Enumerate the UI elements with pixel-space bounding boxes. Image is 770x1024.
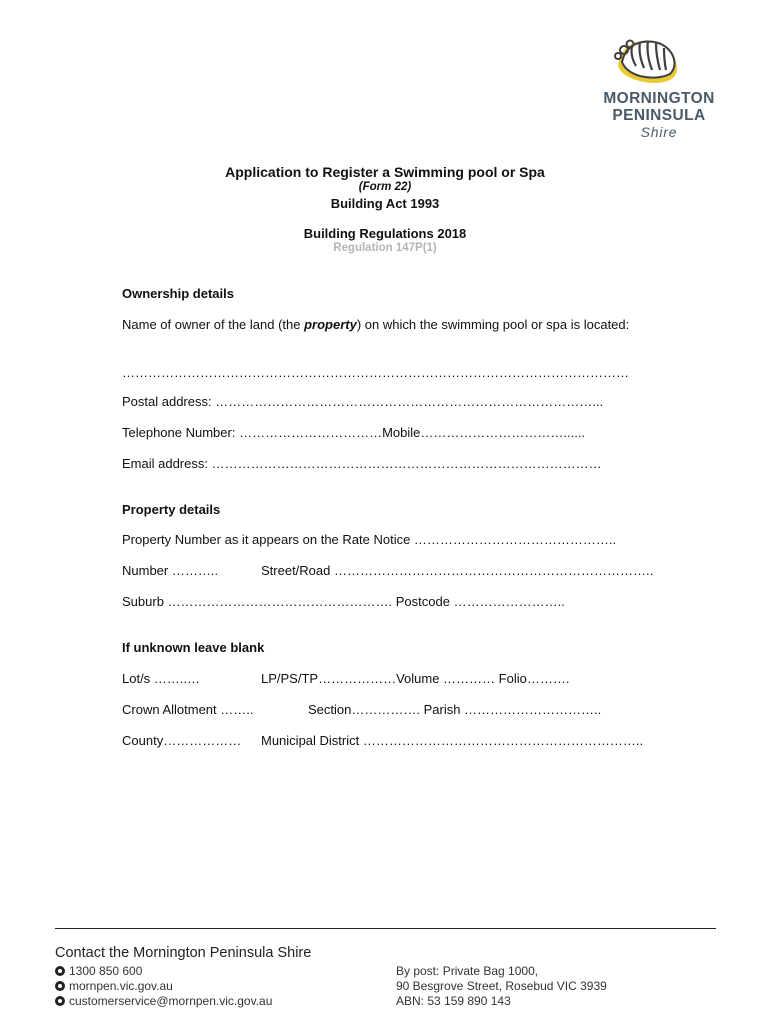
- property-heading: Property details: [122, 502, 221, 517]
- footer-website[interactable]: [55, 979, 173, 993]
- act-reference: Building Act 1993: [330, 196, 440, 211]
- suburb-postcode-field[interactable]: Suburb ……………………………………………. Postcode ……………………..: [122, 594, 565, 609]
- section-parish-field[interactable]: Section……………. Parish …………………………..: [308, 702, 602, 717]
- unknown-heading: If unknown leave blank: [122, 640, 265, 655]
- footer-email[interactable]: [55, 994, 272, 1008]
- owner-instruction-post: ) on which the swimming pool or spa is located:: [356, 317, 630, 332]
- email-address-field[interactable]: Email address: ………………………………………………………………………………: [122, 456, 602, 471]
- post-address-line-1: By post: Private Bag 1000,: [396, 964, 539, 978]
- lot-field[interactable]: Lot/s ……..…: [122, 671, 201, 686]
- logo-line-2: PENINSULA: [612, 107, 706, 124]
- abn-line: ABN: 53 159 890 143: [396, 994, 511, 1008]
- county-field[interactable]: County………………: [122, 733, 242, 748]
- shire-logo: [584, 36, 734, 146]
- footer-title: Contact the Mornington Peninsula Shire: [55, 945, 312, 961]
- logo-wordmark: [584, 90, 734, 141]
- crown-allotment-field[interactable]: Crown Allotment ……..: [122, 702, 254, 717]
- regulations-reference: Building Regulations 2018: [303, 226, 467, 241]
- regulation-number: Regulation 147P(1): [333, 242, 437, 254]
- shell-icon: [612, 36, 682, 88]
- footer-website-text[interactable]: mornpen.vic.gov.au: [69, 979, 173, 993]
- form-title: Application to Register a Swimming pool or Spa: [225, 164, 545, 180]
- postal-address-field[interactable]: Postal address: ……………………………………………………………………………...: [122, 394, 604, 409]
- logo-line-1: MORNINGTON: [603, 90, 715, 107]
- web-icon: [55, 981, 65, 991]
- post-address-line-2: 90 Besgrove Street, Rosebud VIC 3939: [396, 979, 607, 993]
- plan-volume-folio-field[interactable]: LP/PS/TP………………Volume ………… Folio……….: [261, 671, 570, 686]
- ownership-heading: Ownership details: [122, 286, 234, 301]
- property-number-field[interactable]: Property Number as it appears on the Rate Notice ………………………………………..: [122, 532, 617, 547]
- municipal-district-field[interactable]: Municipal District ………………………………………………………..: [261, 733, 644, 748]
- owner-instruction-pre: Name of owner of the land (the: [122, 317, 305, 332]
- owner-name-field[interactable]: ………………………………………………………………………………………………………: [122, 365, 629, 380]
- street-number-field[interactable]: Number ………..: [122, 563, 219, 578]
- footer-email-text[interactable]: customerservice@mornpen.vic.gov.au: [69, 994, 273, 1008]
- street-road-field[interactable]: Street/Road ………………………………………………………………..: [261, 563, 654, 578]
- form-number: (Form 22): [358, 181, 412, 193]
- footer-phone-text: 1300 850 600: [69, 964, 143, 978]
- telephone-mobile-field[interactable]: Telephone Number: ……………………………Mobile……………………………......: [122, 425, 586, 440]
- owner-instruction-emphasis: property: [304, 317, 357, 332]
- logo-line-3: Shire: [640, 124, 678, 140]
- phone-icon: [55, 966, 65, 976]
- footer-divider: [55, 928, 716, 929]
- owner-instruction: [122, 317, 662, 333]
- email-icon: [55, 996, 65, 1006]
- footer-phone: [55, 964, 142, 978]
